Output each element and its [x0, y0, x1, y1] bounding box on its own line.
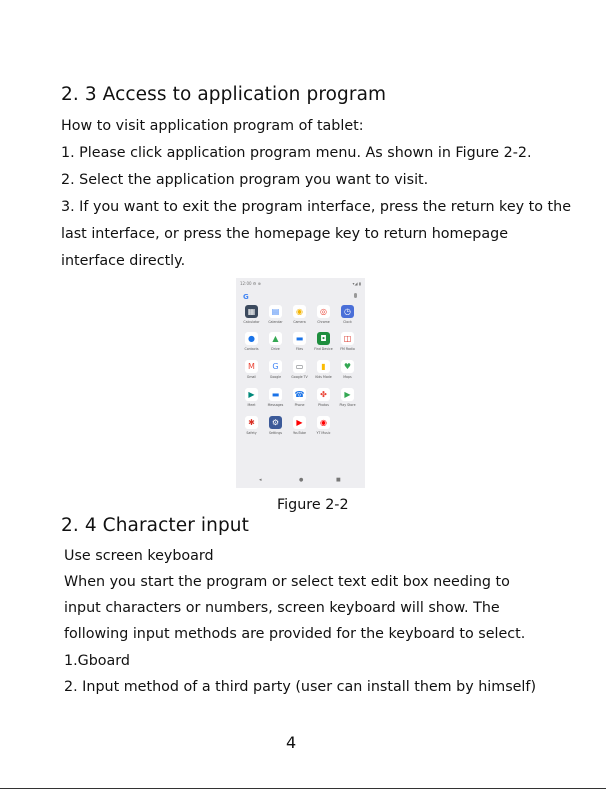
mic-icon[interactable]: [354, 293, 357, 298]
status-left: 12:00 ⚙ ⊕: [240, 281, 262, 286]
section1-line: interface directly.: [61, 253, 186, 269]
app-contacts[interactable]: [241, 332, 262, 354]
app-label: Messages: [267, 403, 284, 407]
meet-icon: ▶: [245, 388, 258, 401]
section1-heading: 2. 3 Access to application program: [61, 84, 387, 105]
app-calculator[interactable]: [241, 305, 262, 327]
app-yt-music[interactable]: [313, 416, 334, 438]
messages-icon: ▬: [269, 388, 282, 401]
play-store-icon: ▶: [341, 388, 354, 401]
page-number: 4: [286, 733, 297, 752]
camera-icon: ◉: [293, 305, 306, 318]
home-icon[interactable]: ●: [299, 477, 304, 483]
app-label: Chrome: [317, 320, 330, 324]
app-chrome[interactable]: [313, 305, 334, 327]
settings-icon: ⚙: [269, 416, 282, 429]
app-label: FM Radio: [340, 347, 355, 351]
app-label: Photos: [318, 403, 329, 407]
app-photos[interactable]: [313, 388, 334, 410]
app-google-tv[interactable]: [289, 360, 310, 382]
app-camera[interactable]: [289, 305, 310, 327]
app-label: Camera: [293, 320, 306, 324]
app-label: Maps: [343, 375, 352, 379]
navigation-bar: [236, 477, 365, 483]
app-label: Drive: [271, 347, 280, 351]
chrome-icon: ◎: [317, 305, 330, 318]
files-icon: ▬: [293, 332, 306, 345]
drive-icon: ▲: [269, 332, 282, 345]
kids-mode-icon: ▮: [317, 360, 330, 373]
recents-icon[interactable]: ■: [336, 477, 341, 483]
app-gmail[interactable]: [241, 360, 262, 382]
app-files[interactable]: [289, 332, 310, 354]
section1-line: How to visit application program of tablet:: [61, 118, 364, 134]
figure-caption: Figure 2-2: [277, 497, 349, 513]
section1-line: last interface, or press the homepage key to return homepage: [61, 226, 508, 242]
status-bar: [240, 281, 361, 287]
section2-line: 1.Gboard: [64, 653, 131, 669]
contacts-icon: ●: [245, 332, 258, 345]
maps-icon: ♥: [341, 360, 354, 373]
section1-line: 3. If you want to exit the program interface, press the return key to the: [61, 199, 571, 215]
app-label: Meet: [247, 403, 256, 407]
app-label: Find Device: [314, 347, 333, 351]
calculator-icon: ▦: [245, 305, 258, 318]
section2-line: When you start the program or select text edit box needing to: [64, 574, 510, 590]
app-label: Settings: [268, 431, 283, 435]
app-label: Calendar: [268, 320, 283, 324]
bottom-rule: [0, 788, 606, 789]
status-right: ▾◢ ▮: [352, 281, 361, 286]
section1-line: 2. Select the application program you want to visit.: [61, 172, 429, 188]
fm-radio-icon: ◫: [341, 332, 354, 345]
app-label: Contacts: [244, 347, 259, 351]
app-fm-radio[interactable]: [337, 332, 358, 354]
app-label: Play Store: [339, 403, 356, 407]
app-label: Kids Mode: [315, 375, 332, 379]
section2-line: 2. Input method of a third party (user can install them by himself): [64, 679, 537, 695]
safety-icon: ✱: [245, 416, 258, 429]
app-google[interactable]: [265, 360, 286, 382]
app-drive[interactable]: [265, 332, 286, 354]
app-label: Google: [269, 375, 282, 379]
app-label: Gmail: [246, 375, 257, 379]
app-settings[interactable]: [265, 416, 286, 438]
app-label: Files: [296, 347, 303, 351]
section2-line: Use screen keyboard: [64, 548, 214, 564]
app-label: Safety: [246, 431, 257, 435]
app-label: Google TV: [291, 375, 308, 379]
clock-icon: ◷: [341, 305, 354, 318]
app-meet[interactable]: [241, 388, 262, 410]
find-device-icon: ◘: [317, 332, 330, 345]
app-maps[interactable]: [337, 360, 358, 382]
google-search-logo[interactable]: G: [243, 293, 249, 301]
section1-line: 1. Please click application program menu. As shown in Figure 2-2.: [61, 145, 532, 161]
app-label: Calculator: [243, 320, 260, 324]
section2-line: input characters or numbers, screen keyboard will show. The: [64, 600, 500, 616]
section2-line: following input methods are provided for the keyboard to select.: [64, 626, 526, 642]
app-label: YouTube: [293, 431, 306, 435]
tablet-screenshot: [236, 278, 365, 488]
photos-icon: ✤: [317, 388, 330, 401]
app-find-device[interactable]: [313, 332, 334, 354]
back-icon[interactable]: ◂: [259, 477, 262, 483]
app-label: Clock: [343, 320, 352, 324]
app-youtube[interactable]: [289, 416, 310, 438]
youtube-icon: ▶: [293, 416, 306, 429]
calendar-icon: ▤: [269, 305, 282, 318]
phone-icon: ☎: [293, 388, 306, 401]
app-phone[interactable]: [289, 388, 310, 410]
section2-heading: 2. 4 Character input: [61, 515, 249, 536]
app-safety[interactable]: [241, 416, 262, 438]
app-clock[interactable]: [337, 305, 358, 327]
app-label: YT Music: [316, 431, 331, 435]
app-messages[interactable]: [265, 388, 286, 410]
google-icon: G: [269, 360, 282, 373]
app-kids-mode[interactable]: [313, 360, 334, 382]
google-tv-icon: ▭: [293, 360, 306, 373]
yt-music-icon: ◉: [317, 416, 330, 429]
app-play-store[interactable]: [337, 388, 358, 410]
gmail-icon: M: [245, 360, 258, 373]
app-calendar[interactable]: [265, 305, 286, 327]
app-label: Phone: [294, 403, 305, 407]
